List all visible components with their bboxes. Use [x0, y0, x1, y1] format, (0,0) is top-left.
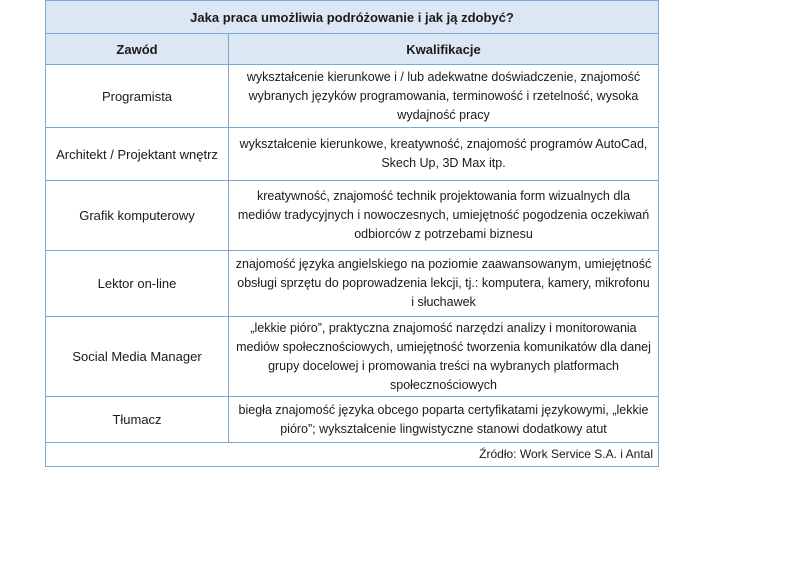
table-title: Jaka praca umożliwia podróżowanie i jak ją zdobyć?	[46, 1, 659, 34]
qualifications-cell: kreatywność, znajomość technik projektowania form wizualnych dla mediów tradycyjnych i nowoczesnych, umiejętność pogodzenia oczekiwań odbiorców z potrzebami biznesu	[229, 181, 659, 251]
profession-cell: Grafik komputerowy	[46, 181, 229, 251]
source-note: Źródło: Work Service S.A. i Antal	[46, 443, 659, 467]
source-row	[46, 443, 659, 467]
jobs-qualifications-table	[45, 0, 659, 467]
table-row	[46, 128, 659, 181]
column-header-profession: Zawód	[46, 34, 229, 65]
profession-cell: Social Media Manager	[46, 317, 229, 397]
qualifications-cell: „lekkie pióro”, praktyczna znajomość narzędzi analizy i monitorowania mediów społecznościowych, umiejętność tworzenia komunikatów dla danej grupy docelowej i promowania treści na wybranych platformach społecznościowych	[229, 317, 659, 397]
qualifications-cell: wykształcenie kierunkowe i / lub adekwatne doświadczenie, znajomość wybranych języków programowania, terminowość i rzetelność, wysoka wydajność pracy	[229, 65, 659, 128]
qualifications-cell: wykształcenie kierunkowe, kreatywność, znajomość programów AutoCad, Skech Up, 3D Max itp.	[229, 128, 659, 181]
qualifications-cell: znajomość języka angielskiego na poziomie zaawansowanym, umiejętność obsługi sprzętu do poprowadzenia lekcji, tj.: komputera, kamery, mikrofonu i słuchawek	[229, 251, 659, 317]
qualifications-cell: biegła znajomość języka obcego poparta certyfikatami językowymi, „lekkie pióro”; wykształcenie lingwistyczne stanowi dodatkowy atut	[229, 397, 659, 443]
table-row	[46, 251, 659, 317]
profession-cell: Tłumacz	[46, 397, 229, 443]
table-row	[46, 317, 659, 397]
table-header-row	[46, 34, 659, 65]
table-row	[46, 397, 659, 443]
profession-cell: Architekt / Projektant wnętrz	[46, 128, 229, 181]
table-title-row	[46, 1, 659, 34]
profession-cell: Lektor on-line	[46, 251, 229, 317]
profession-cell: Programista	[46, 65, 229, 128]
table-row	[46, 181, 659, 251]
table-row	[46, 65, 659, 128]
column-header-qualifications: Kwalifikacje	[229, 34, 659, 65]
